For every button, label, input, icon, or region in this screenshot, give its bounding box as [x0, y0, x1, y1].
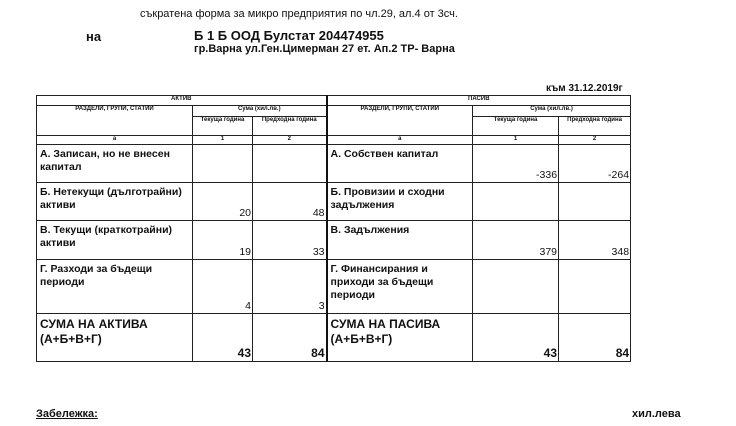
liab-amount-header: Сума (хил.лв.)	[473, 106, 631, 117]
table-row	[37, 145, 631, 183]
company-address: гр.Варна ул.Ген.Цимерман 27 ет. Ап.2 ТР- Варна	[194, 43, 455, 55]
liab-row-label: Г. Финансирания и приходи за бъдещи периоди	[327, 260, 473, 314]
col-a-label: а	[327, 136, 473, 145]
col-2-label: 2	[559, 136, 631, 145]
liab-previous-value	[559, 260, 631, 314]
asset-previous-value: 48	[253, 183, 327, 221]
liab-previous-value: 348	[559, 221, 631, 260]
liab-total-label: СУМА НА ПАСИВА (А+Б+В+Г)	[327, 314, 473, 362]
liab-previous-value: -264	[559, 145, 631, 183]
na-label: на	[86, 29, 102, 44]
col-2-label: 2	[253, 136, 327, 145]
table-row	[37, 260, 631, 314]
table-row	[37, 183, 631, 221]
asset-current-value: 4	[193, 260, 253, 314]
asset-row-label: Б. Нетекущи (дълготрайни) активи	[37, 183, 193, 221]
assets-total-current: 43	[193, 314, 253, 362]
table-row	[37, 221, 631, 260]
liabilities-title: ПАСИВ	[327, 96, 631, 106]
col-1-label: 1	[193, 136, 253, 145]
company-name: Б 1 Б ООД Булстат 204474955	[194, 28, 384, 43]
as-of-date: към 31.12.2019г	[546, 83, 623, 94]
liab-row-label: А. Собствен капитал	[327, 145, 473, 183]
asset-row-label: А. Записан, но не внесен капитал	[37, 145, 193, 183]
units-label: хил.лева	[632, 408, 681, 420]
liab-previous-value	[559, 183, 631, 221]
col-a-label: а	[37, 136, 193, 145]
total-row	[37, 314, 631, 362]
assets-current-year-header: Текуща година	[193, 117, 253, 136]
asset-current-value: 20	[193, 183, 253, 221]
assets-total-previous: 84	[253, 314, 327, 362]
balance-sheet-table	[36, 95, 631, 362]
liab-current-value: 379	[473, 221, 559, 260]
asset-current-value: 19	[193, 221, 253, 260]
liab-previous-year-header: Предходна година	[559, 117, 631, 136]
assets-previous-year-header: Предходна година	[253, 117, 327, 136]
liab-current-value: -336	[473, 145, 559, 183]
liab-row-label: Б. Провизии и сходни задължения	[327, 183, 473, 221]
assets-total-label: СУМА НА АКТИВА (А+Б+В+Г)	[37, 314, 193, 362]
form-subtitle: съкратена форма за микро предприятия по чл.29, ал.4 от 3сч.	[140, 8, 458, 20]
asset-current-value	[193, 145, 253, 183]
liab-total-previous: 84	[559, 314, 631, 362]
asset-previous-value: 33	[253, 221, 327, 260]
note-label: Забележка:	[36, 408, 98, 420]
asset-previous-value	[253, 145, 327, 183]
liab-current-value	[473, 183, 559, 221]
liab-total-current: 43	[473, 314, 559, 362]
liab-sections-header: РАЗДЕЛИ, ГРУПИ, СТАТИИ	[327, 106, 473, 136]
liab-current-year-header: Текуща година	[473, 117, 559, 136]
assets-amount-header: Сума (хил.лв.)	[193, 106, 327, 117]
asset-previous-value: 3	[253, 260, 327, 314]
assets-title: АКТИВ	[37, 96, 327, 106]
liab-current-value	[473, 260, 559, 314]
asset-row-label: Г. Разходи за бъдещи периоди	[37, 260, 193, 314]
col-1-label: 1	[473, 136, 559, 145]
asset-row-label: В. Текущи (краткотрайни) активи	[37, 221, 193, 260]
liab-row-label: В. Задължения	[327, 221, 473, 260]
assets-sections-header: РАЗДЕЛИ, ГРУПИ, СТАТИИ	[37, 106, 193, 136]
